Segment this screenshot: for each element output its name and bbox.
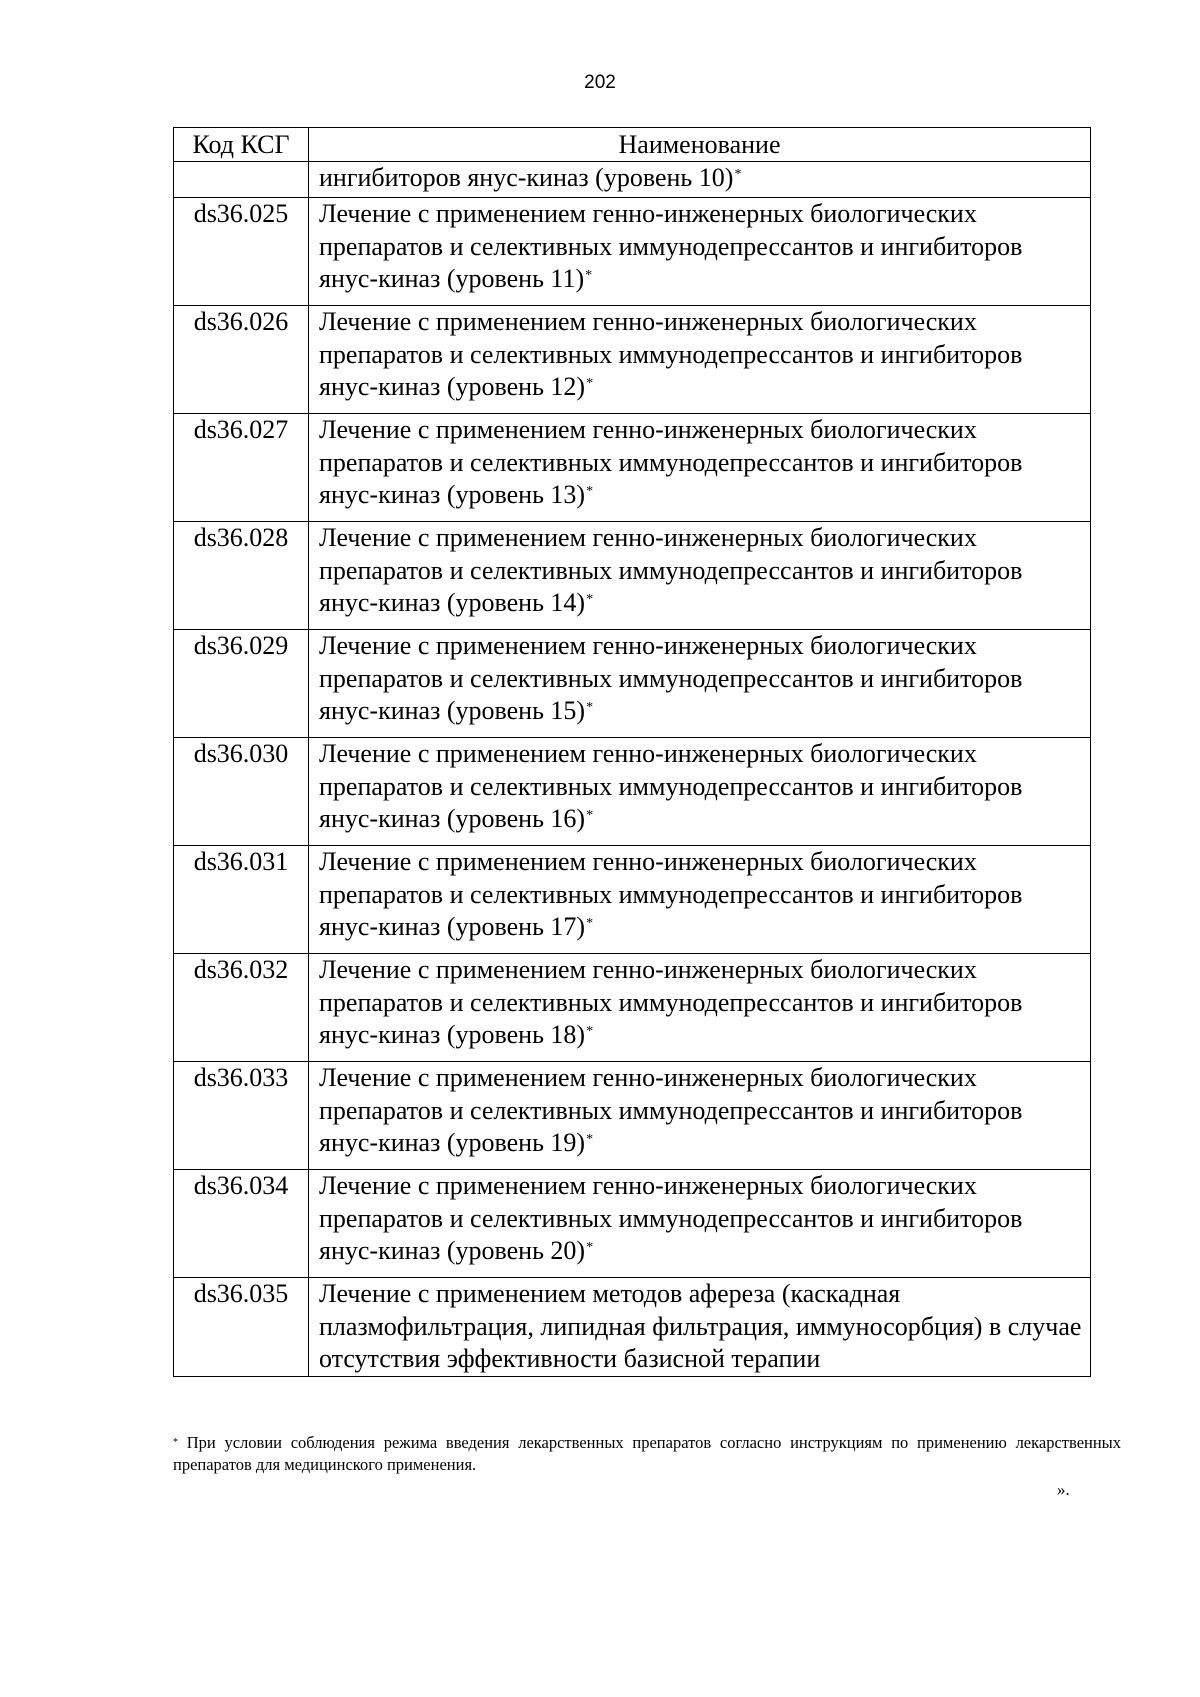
footnote-mark: * [586,1132,594,1147]
row-code: ds36.025 [174,198,309,306]
row-name-text: Лечение с применением генно-инженерных биологических препаратов и селективных иммунодепрессантов и ингибиторов янус-киназ (уровень 17) [319,847,1023,941]
footnote-mark: * [586,376,594,391]
row-name-text: Лечение с применением генно-инженерных биологических препаратов и селективных иммунодепрессантов и ингибиторов янус-киназ (уровень 12) [319,307,1023,401]
row-name [309,198,1091,306]
row-code: ds36.035 [174,1278,309,1377]
row-code: ds36.027 [174,414,309,522]
footnote-mark: * [586,916,594,931]
page-number: 202 [584,72,616,93]
column-header-code: Код КСГ [174,128,309,162]
row-name [309,306,1091,414]
row-name-text: Лечение с применением генно-инженерных биологических препаратов и селективных иммунодепрессантов и ингибиторов янус-киназ (уровень 19) [319,1063,1023,1157]
row-code: ds36.026 [174,306,309,414]
footnote-mark: * [585,268,593,283]
row-name [309,1278,1091,1377]
row-name [309,1062,1091,1170]
footnote-mark: * [734,167,742,182]
table-row [174,1170,1091,1278]
footnote-mark: * [586,808,594,823]
table-row [174,954,1091,1062]
footnote-mark: * [173,1437,178,1448]
row-code: ds36.029 [174,630,309,738]
footnote [173,1432,1121,1476]
row-code: ds36.034 [174,1170,309,1278]
table-row [174,630,1091,738]
row-code: ds36.028 [174,522,309,630]
row-name [309,522,1091,630]
footnote-text: При условии соблюдения режима введения лекарственных препаратов согласно инструкциям по применению лекарственных препаратов для медицинского применения. [173,1433,1122,1474]
row-name [309,738,1091,846]
table-header-row [174,128,1091,162]
row-name-text: Лечение с применением генно-инженерных биологических препаратов и селективных иммунодепрессантов и ингибиторов янус-киназ (уровень 14) [319,523,1023,617]
closing-quote: ». [1057,1480,1070,1499]
table-row [174,1062,1091,1170]
table-row [174,1278,1091,1377]
row-name-text: Лечение с применением генно-инженерных биологических препаратов и селективных иммунодепрессантов и ингибиторов янус-киназ (уровень 15) [319,631,1023,725]
row-name-text: Лечение с применением генно-инженерных биологических препаратов и селективных иммунодепрессантов и ингибиторов янус-киназ (уровень 11) [319,199,1023,293]
table-row [174,306,1091,414]
table-row [174,414,1091,522]
footnote-mark: * [586,1240,594,1255]
ksg-table [173,127,1091,1377]
table-row [174,846,1091,954]
row-name-text: ингибиторов янус-киназ (уровень 10) [319,163,734,192]
table-row [174,738,1091,846]
row-code: ds36.033 [174,1062,309,1170]
table-row-continued [174,162,1091,198]
row-code: ds36.032 [174,954,309,1062]
row-name-text: Лечение с применением методов афереза (каскадная плазмофильтрация, липидная фильтрация, иммуносорбция) в случае отсутствия эффективности базисной терапии [319,1279,1082,1373]
footnote-mark: * [586,592,594,607]
footnote-mark: * [586,700,594,715]
row-code [174,162,309,198]
column-header-name: Наименование [309,128,1091,162]
row-name [309,846,1091,954]
row-code: ds36.030 [174,738,309,846]
row-name-text: Лечение с применением генно-инженерных биологических препаратов и селективных иммунодепрессантов и ингибиторов янус-киназ (уровень 16) [319,739,1023,833]
row-name [309,954,1091,1062]
table-row [174,198,1091,306]
row-name-text: Лечение с применением генно-инженерных биологических препаратов и селективных иммунодепрессантов и ингибиторов янус-киназ (уровень 13) [319,415,1023,509]
row-name-text: Лечение с применением генно-инженерных биологических препаратов и селективных иммунодепрессантов и ингибиторов янус-киназ (уровень 18) [319,955,1023,1049]
row-name [309,162,1091,198]
row-name [309,630,1091,738]
row-name-text: Лечение с применением генно-инженерных биологических препаратов и селективных иммунодепрессантов и ингибиторов янус-киназ (уровень 20) [319,1171,1023,1265]
row-name [309,414,1091,522]
footnote-mark: * [586,484,594,499]
row-code: ds36.031 [174,846,309,954]
footnote-mark: * [586,1024,594,1039]
table-row [174,522,1091,630]
row-name [309,1170,1091,1278]
